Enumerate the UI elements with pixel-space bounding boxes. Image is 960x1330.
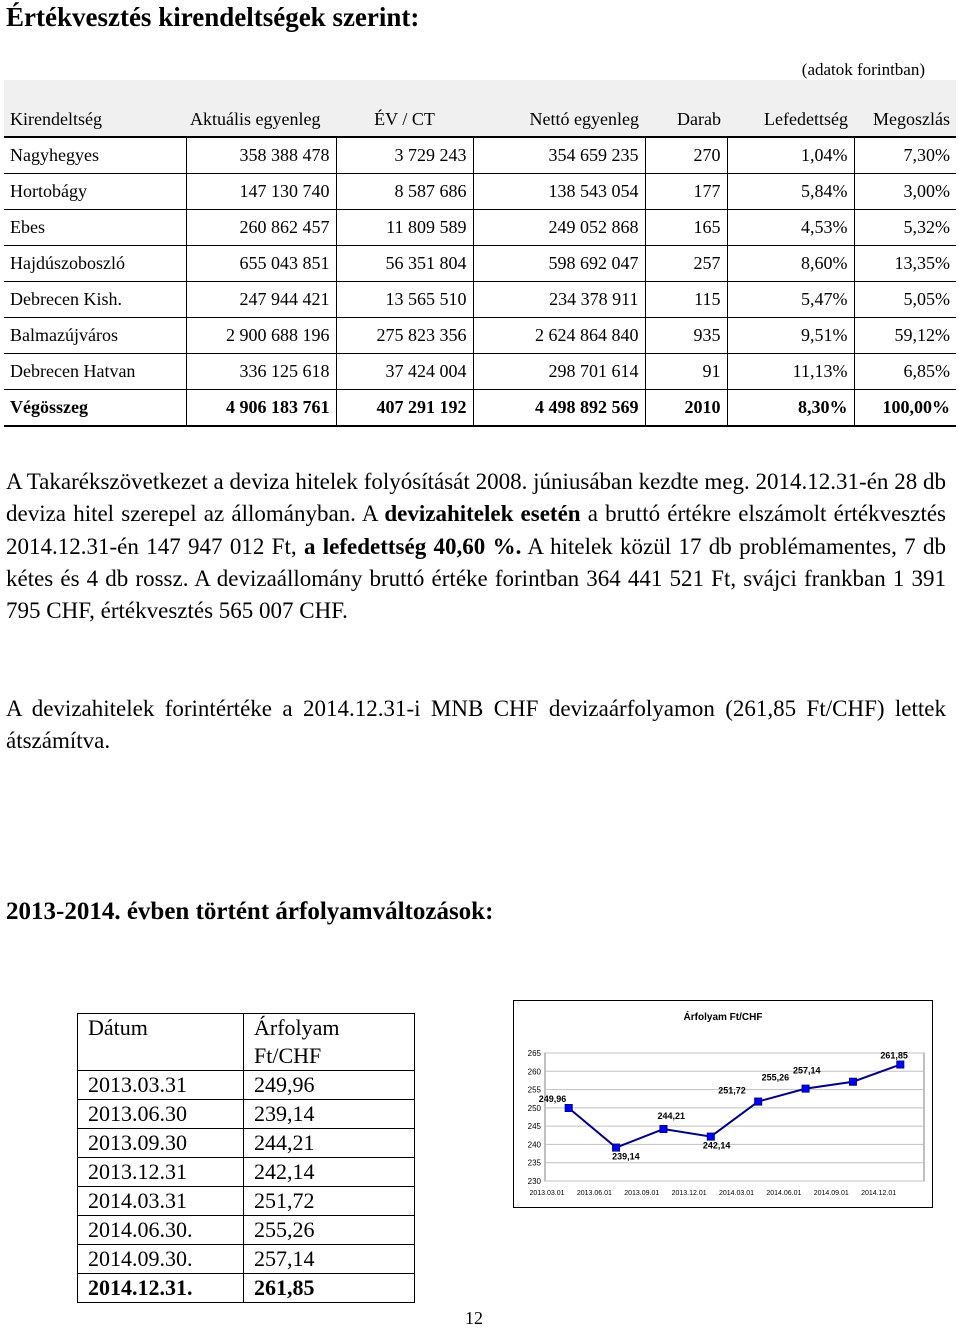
page-title: Értékvesztés kirendeltségek szerint:: [6, 2, 420, 32]
table-header-row: [4, 80, 956, 137]
rate-header-rate: [244, 1014, 415, 1071]
cell-branch: Nagyhegyes: [4, 137, 186, 174]
cell-balance: 260 862 457: [186, 210, 336, 246]
y-tick-label: 260: [527, 1067, 541, 1077]
y-tick-label: 245: [527, 1122, 541, 1132]
rate-value: 251,72: [244, 1187, 415, 1216]
rate-date: 2014.03.31: [78, 1187, 244, 1216]
cell-share: 100,00%: [854, 390, 956, 427]
x-tick-label: 2013.03.01: [529, 1190, 565, 1197]
x-tick-label: 2014.06.01: [766, 1190, 802, 1197]
table-row: [4, 318, 956, 354]
data-label: 261,85: [880, 1050, 908, 1061]
cell-branch: Végösszeg: [4, 390, 186, 427]
cell-net: 598 692 047: [473, 246, 645, 282]
plot-area: [545, 1050, 924, 1181]
col-header-coverage: Lefedettség: [727, 80, 854, 137]
table-row: [4, 174, 956, 210]
rate-date: 2013.12.31: [78, 1158, 244, 1187]
col-header-count: Darab: [645, 80, 727, 137]
cell-share: 6,85%: [854, 354, 956, 390]
cell-count: 115: [645, 282, 727, 318]
cell-coverage: 4,53%: [727, 210, 854, 246]
cell-coverage: 5,84%: [727, 174, 854, 210]
cell-ev-ct: 37 424 004: [336, 354, 473, 390]
rate-table-header: [78, 1014, 415, 1071]
y-tick-label: 255: [527, 1085, 541, 1095]
table-row: [78, 1274, 415, 1303]
table-row: [78, 1071, 415, 1100]
col-header-ev-ct: ÉV / CT: [336, 80, 473, 137]
rate-value: 244,21: [244, 1129, 415, 1158]
cell-net: 354 659 235: [473, 137, 645, 174]
rate-header-line2: Ft/CHF: [254, 1043, 322, 1068]
y-tick-label: 250: [527, 1103, 541, 1113]
data-point: [660, 1126, 667, 1133]
data-label: 244,21: [657, 1111, 685, 1122]
rate-date: 2013.06.30: [78, 1100, 244, 1129]
cell-coverage: 9,51%: [727, 318, 854, 354]
rate-value: 242,14: [244, 1158, 415, 1187]
cell-count: 935: [645, 318, 727, 354]
cell-share: 7,30%: [854, 137, 956, 174]
paragraph-text: A Takarékszövetkezet a deviza hitelek folyósítását 2008. júniusában kezdte meg. 2014.12.31-én 28 db deviza hitel szerepel az állományban. A: [6, 469, 946, 527]
rate-value: 239,14: [244, 1100, 415, 1129]
data-point: [565, 1105, 572, 1112]
table-row: [4, 246, 956, 282]
rate-value: 261,85: [244, 1274, 415, 1303]
cell-ev-ct: 407 291 192: [336, 390, 473, 427]
cell-ev-ct: 56 351 804: [336, 246, 473, 282]
chart-svg: [514, 1001, 932, 1207]
cell-branch: Debrecen Kish.: [4, 282, 186, 318]
cell-share: 5,05%: [854, 282, 956, 318]
unit-note: (adatok forintban): [801, 60, 925, 79]
cell-balance: 336 125 618: [186, 354, 336, 390]
table-row: [78, 1129, 415, 1158]
cell-ev-ct: 11 809 589: [336, 210, 473, 246]
col-header-balance: Aktuális egyenleg: [186, 80, 336, 137]
y-tick-label: 265: [527, 1049, 541, 1058]
cell-net: 138 543 054: [473, 174, 645, 210]
table-row: [78, 1187, 415, 1216]
cell-balance: 147 130 740: [186, 174, 336, 210]
paragraph-bold-text: devizahitelek esetén: [384, 501, 581, 527]
cell-count: 257: [645, 246, 727, 282]
col-header-branch: Kirendeltség: [4, 80, 186, 137]
rate-value: 255,26: [244, 1216, 415, 1245]
data-point: [707, 1133, 714, 1140]
col-header-share: Megoszlás: [854, 80, 956, 137]
paragraph-fx-loans: [6, 466, 946, 627]
data-label: 249,96: [538, 1094, 567, 1105]
cell-coverage: 8,60%: [727, 246, 854, 282]
cell-share: 13,35%: [854, 246, 956, 282]
cell-balance: 4 906 183 761: [186, 390, 336, 427]
y-tick-label: 240: [527, 1140, 541, 1150]
rate-value: 257,14: [244, 1245, 415, 1274]
x-tick-label: 2014.12.01: [861, 1190, 897, 1197]
table-row: [78, 1245, 415, 1274]
section-subtitle: 2013-2014. évben történt árfolyamváltozások:: [6, 898, 494, 925]
data-label: 255,26: [761, 1072, 790, 1083]
y-tick-label: 230: [527, 1177, 541, 1186]
data-point: [613, 1144, 620, 1151]
rate-value: 249,96: [244, 1071, 415, 1100]
cell-coverage: 5,47%: [727, 282, 854, 318]
data-point: [755, 1098, 762, 1105]
cell-branch: Ebes: [4, 210, 186, 246]
rate-header-line1: Árfolyam: [254, 1015, 340, 1040]
cell-count: 165: [645, 210, 727, 246]
rate-header-date: Dátum: [78, 1014, 244, 1071]
paragraph-conversion: A devizahitelek forintértéke a 2014.12.31-i MNB CHF devizaárfolyamon (261,85 Ft/CHF) lettek átszámítva.: [6, 696, 946, 754]
data-label: 242,14: [702, 1140, 731, 1151]
cell-coverage: 8,30%: [727, 390, 854, 427]
rate-date: 2013.09.30: [78, 1129, 244, 1158]
cell-share: 59,12%: [854, 318, 956, 354]
cell-balance: 2 900 688 196: [186, 318, 336, 354]
table-row: [78, 1100, 415, 1129]
cell-ev-ct: 3 729 243: [336, 137, 473, 174]
data-point: [802, 1085, 809, 1092]
y-tick-label: 235: [527, 1158, 541, 1168]
data-point: [897, 1061, 904, 1068]
col-header-net: Nettó egyenleg: [473, 80, 645, 137]
table-row: [78, 1216, 415, 1245]
data-label: 251,72: [718, 1085, 746, 1096]
exchange-rate-chart: [513, 1000, 933, 1208]
table-row: [78, 1158, 415, 1187]
table-row: [4, 210, 956, 246]
chart-title: Árfolyam Ft/CHF: [683, 1012, 763, 1023]
cell-branch: Hortobágy: [4, 174, 186, 210]
cell-coverage: 1,04%: [727, 137, 854, 174]
cell-net: 4 498 892 569: [473, 390, 645, 427]
table-total-row: [4, 390, 956, 427]
data-point: [849, 1078, 856, 1085]
cell-share: 3,00%: [854, 174, 956, 210]
x-tick-label: 2014.09.01: [813, 1190, 849, 1197]
cell-coverage: 11,13%: [727, 354, 854, 390]
data-label: 257,14: [792, 1065, 821, 1076]
cell-net: 234 378 911: [473, 282, 645, 318]
cell-net: 298 701 614: [473, 354, 645, 390]
cell-branch: Balmazújváros: [4, 318, 186, 354]
cell-balance: 247 944 421: [186, 282, 336, 318]
exchange-rate-table: [77, 1013, 415, 1303]
cell-ev-ct: 8 587 686: [336, 174, 473, 210]
cell-ev-ct: 275 823 356: [336, 318, 473, 354]
rate-date: 2014.12.31.: [78, 1274, 244, 1303]
x-tick-label: 2013.06.01: [576, 1190, 612, 1197]
paragraph-text: A hitelek közül 17 db problémamentes, 7 db kétes és 4 db rossz. A devizaállomány bruttó értéke forintban 364 441 521 Ft, svájci frankban 1 391 795 CHF, értékvesztés 565 007 CHF.: [6, 533, 946, 624]
table-row: [4, 137, 956, 174]
cell-balance: 358 388 478: [186, 137, 336, 174]
x-tick-label: 2013.12.01: [671, 1190, 707, 1197]
x-tick-label: 2014.03.01: [718, 1190, 755, 1197]
rate-date: 2014.06.30.: [78, 1216, 244, 1245]
cell-count: 270: [645, 137, 727, 174]
cell-balance: 655 043 851: [186, 246, 336, 282]
cell-share: 5,32%: [854, 210, 956, 246]
impairment-table: [4, 80, 956, 427]
cell-branch: Debrecen Hatvan: [4, 354, 186, 390]
rate-date: 2014.09.30.: [78, 1245, 244, 1274]
x-tick-label: 2013.09.01: [624, 1190, 660, 1197]
paragraph-bold-text: a lefedettség 40,60 %.: [303, 533, 522, 559]
rate-date: 2013.03.31: [78, 1071, 244, 1100]
data-label: 239,14: [612, 1151, 640, 1162]
cell-branch: Hajdúszoboszló: [4, 246, 186, 282]
cell-ev-ct: 13 565 510: [336, 282, 473, 318]
cell-count: 2010: [645, 390, 727, 427]
cell-net: 2 624 864 840: [473, 318, 645, 354]
page-number: 12: [465, 1308, 483, 1328]
cell-net: 249 052 868: [473, 210, 645, 246]
paragraph-text: a bruttó értékre elszámolt értékvesztés 2014.12.31-én 147 947 012 Ft,: [6, 501, 946, 559]
cell-count: 177: [645, 174, 727, 210]
cell-count: 91: [645, 354, 727, 390]
table-row: [4, 354, 956, 390]
table-row: [4, 282, 956, 318]
